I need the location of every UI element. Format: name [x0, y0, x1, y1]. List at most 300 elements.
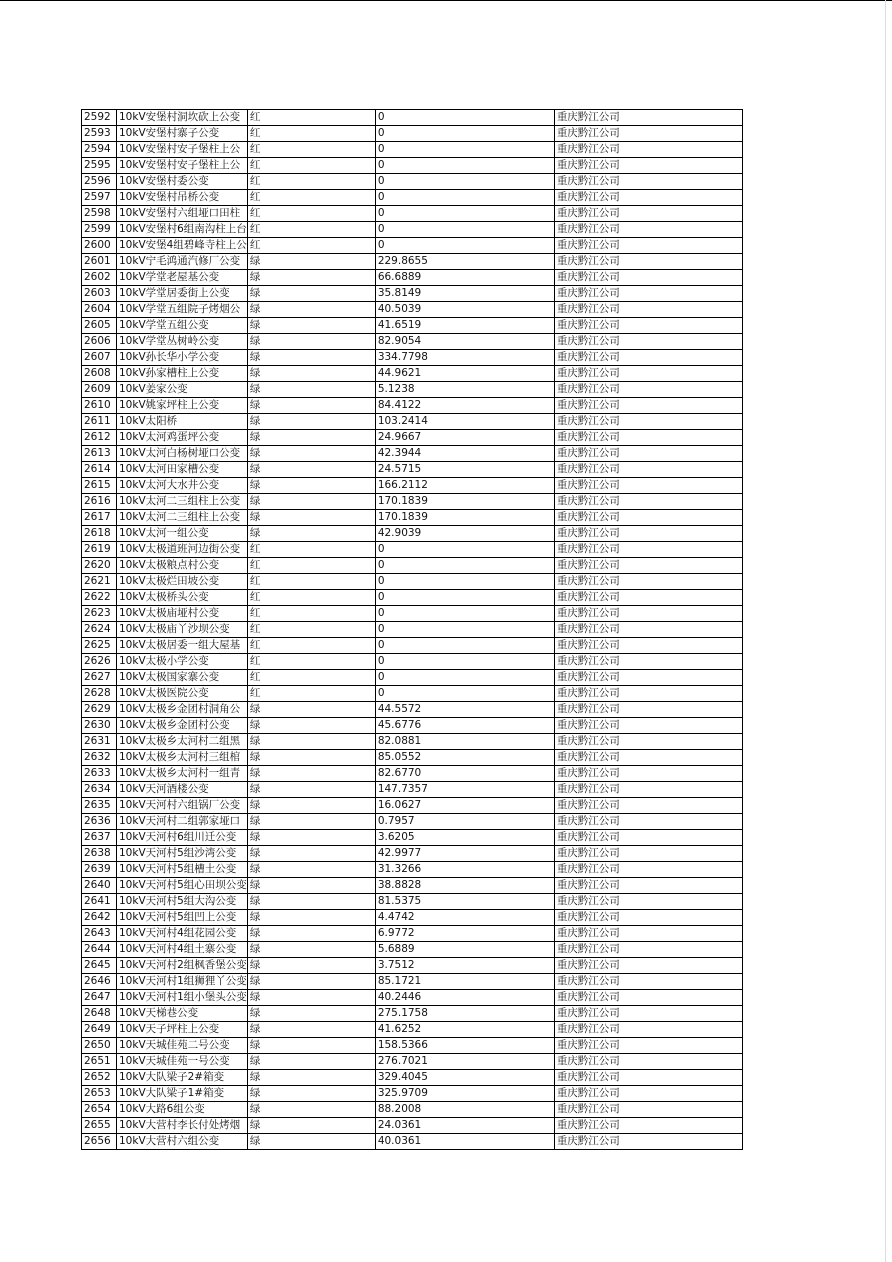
- value-cell: 0: [375, 622, 554, 638]
- transformer-name-cell: 10kV学堂五组公变: [117, 318, 248, 334]
- transformer-name-cell: 10kV太河鸡蛋坪公变: [117, 430, 248, 446]
- value-cell: 229.8655: [375, 254, 554, 270]
- row-number-cell: 2605: [82, 318, 117, 334]
- company-cell: 重庆黔江公司: [554, 334, 742, 350]
- page-top-border: [0, 0, 892, 1]
- status-color-cell: 绿: [247, 270, 375, 286]
- value-cell: 0: [375, 670, 554, 686]
- table-row: [82, 926, 743, 942]
- row-number-cell: 2608: [82, 366, 117, 382]
- status-color-cell: 绿: [247, 910, 375, 926]
- value-cell: 31.3266: [375, 862, 554, 878]
- table-row: [82, 830, 743, 846]
- transformer-name-cell: 10kV学堂丛树岭公变: [117, 334, 248, 350]
- status-color-cell: 红: [247, 190, 375, 206]
- row-number-cell: 2601: [82, 254, 117, 270]
- value-cell: 0: [375, 126, 554, 142]
- value-cell: 44.9621: [375, 366, 554, 382]
- transformer-name-cell: 10kV安堡村6组南沟柱上台: [117, 222, 248, 238]
- transformer-name-cell: 10kV大队梁子2#箱变: [117, 1070, 248, 1086]
- row-number-cell: 2641: [82, 894, 117, 910]
- company-cell: 重庆黔江公司: [554, 1070, 742, 1086]
- table-row: [82, 1086, 743, 1102]
- table-row: [82, 894, 743, 910]
- company-cell: 重庆黔江公司: [554, 862, 742, 878]
- transformer-name-cell: 10kV太河田家槽公变: [117, 462, 248, 478]
- table-row: [82, 638, 743, 654]
- company-cell: 重庆黔江公司: [554, 878, 742, 894]
- transformer-name-cell: 10kV大队梁子1#箱变: [117, 1086, 248, 1102]
- status-color-cell: 绿: [247, 990, 375, 1006]
- transformer-name-cell: 10kV天河村6组川迁公变: [117, 830, 248, 846]
- value-cell: 44.5572: [375, 702, 554, 718]
- transformer-name-cell: 10kV太极医院公变: [117, 686, 248, 702]
- company-cell: 重庆黔江公司: [554, 942, 742, 958]
- transformer-name-cell: 10kV安堡村安子堡柱上公: [117, 142, 248, 158]
- table-row: [82, 398, 743, 414]
- company-cell: 重庆黔江公司: [554, 766, 742, 782]
- company-cell: 重庆黔江公司: [554, 1054, 742, 1070]
- status-color-cell: 红: [247, 558, 375, 574]
- transformer-name-cell: 10kV太河二三组柱上公变: [117, 494, 248, 510]
- row-number-cell: 2597: [82, 190, 117, 206]
- value-cell: 42.3944: [375, 446, 554, 462]
- transformer-name-cell: 10kV太河二三组柱上公变: [117, 510, 248, 526]
- company-cell: 重庆黔江公司: [554, 350, 742, 366]
- company-cell: 重庆黔江公司: [554, 478, 742, 494]
- row-number-cell: 2640: [82, 878, 117, 894]
- page-right-border: [885, 0, 886, 1262]
- row-number-cell: 2610: [82, 398, 117, 414]
- company-cell: 重庆黔江公司: [554, 718, 742, 734]
- value-cell: 0: [375, 222, 554, 238]
- company-cell: 重庆黔江公司: [554, 558, 742, 574]
- company-cell: 重庆黔江公司: [554, 430, 742, 446]
- transformer-name-cell: 10kV太极庙垭村公变: [117, 606, 248, 622]
- company-cell: 重庆黔江公司: [554, 414, 742, 430]
- row-number-cell: 2624: [82, 622, 117, 638]
- status-color-cell: 绿: [247, 958, 375, 974]
- transformer-name-cell: 10kV安堡村吊桥公变: [117, 190, 248, 206]
- value-cell: 334.7798: [375, 350, 554, 366]
- row-number-cell: 2646: [82, 974, 117, 990]
- row-number-cell: 2626: [82, 654, 117, 670]
- status-color-cell: 绿: [247, 862, 375, 878]
- table-row: [82, 846, 743, 862]
- transformer-name-cell: 10kV大路6组公变: [117, 1102, 248, 1118]
- transformer-name-cell: 10kV姚家坪柱上公变: [117, 398, 248, 414]
- row-number-cell: 2596: [82, 174, 117, 190]
- company-cell: 重庆黔江公司: [554, 318, 742, 334]
- status-color-cell: 红: [247, 670, 375, 686]
- transformer-name-cell: 10kV安堡村委公变: [117, 174, 248, 190]
- value-cell: 82.6770: [375, 766, 554, 782]
- transformer-name-cell: 10kV太极烂田坡公变: [117, 574, 248, 590]
- company-cell: 重庆黔江公司: [554, 1022, 742, 1038]
- table-row: [82, 478, 743, 494]
- row-number-cell: 2632: [82, 750, 117, 766]
- transformer-name-cell: 10kV天河村二组郭家垭口: [117, 814, 248, 830]
- table-row: [82, 958, 743, 974]
- transformer-name-cell: 10kV太极桥头公变: [117, 590, 248, 606]
- row-number-cell: 2606: [82, 334, 117, 350]
- value-cell: 0: [375, 142, 554, 158]
- company-cell: 重庆黔江公司: [554, 462, 742, 478]
- table-row: [82, 510, 743, 526]
- transformer-name-cell: 10kV学堂居委街上公变: [117, 286, 248, 302]
- row-number-cell: 2649: [82, 1022, 117, 1038]
- status-color-cell: 绿: [247, 446, 375, 462]
- status-color-cell: 红: [247, 606, 375, 622]
- status-color-cell: 红: [247, 126, 375, 142]
- value-cell: 82.0881: [375, 734, 554, 750]
- value-cell: 325.9709: [375, 1086, 554, 1102]
- status-color-cell: 绿: [247, 1006, 375, 1022]
- row-number-cell: 2598: [82, 206, 117, 222]
- table-row: [82, 1118, 743, 1134]
- status-color-cell: 绿: [247, 254, 375, 270]
- company-cell: 重庆黔江公司: [554, 510, 742, 526]
- company-cell: 重庆黔江公司: [554, 702, 742, 718]
- value-cell: 40.5039: [375, 302, 554, 318]
- company-cell: 重庆黔江公司: [554, 910, 742, 926]
- value-cell: 3.6205: [375, 830, 554, 846]
- table-row: [82, 190, 743, 206]
- company-cell: 重庆黔江公司: [554, 222, 742, 238]
- transformer-name-cell: 10kV安堡4组碧峰寺柱上公: [117, 238, 248, 254]
- transformer-name-cell: 10kV天河村5组沙湾公变: [117, 846, 248, 862]
- status-color-cell: 绿: [247, 1102, 375, 1118]
- company-cell: 重庆黔江公司: [554, 990, 742, 1006]
- status-color-cell: 绿: [247, 494, 375, 510]
- table-row: [82, 142, 743, 158]
- table-row: [82, 382, 743, 398]
- row-number-cell: 2648: [82, 1006, 117, 1022]
- transformer-name-cell: 10kV天子坪柱上公变: [117, 1022, 248, 1038]
- table-row: [82, 990, 743, 1006]
- transformer-name-cell: 10kV安堡村洞坎砍上公变: [117, 110, 248, 126]
- transformer-name-cell: 10kV天城佳苑二号公变: [117, 1038, 248, 1054]
- transformer-name-cell: 10kV太极国家寨公变: [117, 670, 248, 686]
- row-number-cell: 2629: [82, 702, 117, 718]
- table-row: [82, 718, 743, 734]
- status-color-cell: 绿: [247, 286, 375, 302]
- transformer-name-cell: 10kV天河村5组凹上公变: [117, 910, 248, 926]
- status-color-cell: 绿: [247, 1038, 375, 1054]
- transformer-name-cell: 10kV天梯巷公变: [117, 1006, 248, 1022]
- value-cell: 170.1839: [375, 494, 554, 510]
- row-number-cell: 2645: [82, 958, 117, 974]
- row-number-cell: 2634: [82, 782, 117, 798]
- company-cell: 重庆黔江公司: [554, 1006, 742, 1022]
- table-row: [82, 558, 743, 574]
- value-cell: 0: [375, 638, 554, 654]
- value-cell: 0: [375, 110, 554, 126]
- table-row: [82, 798, 743, 814]
- transformer-name-cell: 10kV宁毛鸿通汽修厂公变: [117, 254, 248, 270]
- company-cell: 重庆黔江公司: [554, 1038, 742, 1054]
- table-row: [82, 350, 743, 366]
- status-color-cell: 红: [247, 542, 375, 558]
- table-row: [82, 734, 743, 750]
- company-cell: 重庆黔江公司: [554, 622, 742, 638]
- status-color-cell: 绿: [247, 382, 375, 398]
- value-cell: 88.2008: [375, 1102, 554, 1118]
- status-color-cell: 红: [247, 654, 375, 670]
- table-row: [82, 1070, 743, 1086]
- status-color-cell: 绿: [247, 766, 375, 782]
- company-cell: 重庆黔江公司: [554, 238, 742, 254]
- company-cell: 重庆黔江公司: [554, 174, 742, 190]
- status-color-cell: 绿: [247, 366, 375, 382]
- row-number-cell: 2614: [82, 462, 117, 478]
- company-cell: 重庆黔江公司: [554, 670, 742, 686]
- status-color-cell: 红: [247, 622, 375, 638]
- value-cell: 158.5366: [375, 1038, 554, 1054]
- table-row: [82, 462, 743, 478]
- table-row: [82, 110, 743, 126]
- transformer-name-cell: 10kV太极乡太河村三组棺: [117, 750, 248, 766]
- status-color-cell: 红: [247, 142, 375, 158]
- value-cell: 0: [375, 590, 554, 606]
- transformer-name-cell: 10kV安堡村安子堡柱上公: [117, 158, 248, 174]
- row-number-cell: 2617: [82, 510, 117, 526]
- value-cell: 42.9039: [375, 526, 554, 542]
- table-row: [82, 430, 743, 446]
- value-cell: 0: [375, 574, 554, 590]
- transformer-name-cell: 10kV太极乡太河村一组青: [117, 766, 248, 782]
- company-cell: 重庆黔江公司: [554, 542, 742, 558]
- table-row: [82, 222, 743, 238]
- transformer-name-cell: 10kV大营村六组公变: [117, 1134, 248, 1150]
- company-cell: 重庆黔江公司: [554, 734, 742, 750]
- value-cell: 4.4742: [375, 910, 554, 926]
- row-number-cell: 2616: [82, 494, 117, 510]
- transformer-name-cell: 10kV太极道班河边街公变: [117, 542, 248, 558]
- row-number-cell: 2625: [82, 638, 117, 654]
- table-row: [82, 126, 743, 142]
- value-cell: 0: [375, 190, 554, 206]
- transformer-status-table: [81, 109, 743, 1150]
- table-row: [82, 158, 743, 174]
- value-cell: 16.0627: [375, 798, 554, 814]
- company-cell: 重庆黔江公司: [554, 654, 742, 670]
- status-color-cell: 绿: [247, 302, 375, 318]
- value-cell: 5.6889: [375, 942, 554, 958]
- status-color-cell: 绿: [247, 974, 375, 990]
- transformer-name-cell: 10kV天河村六组锅厂公变: [117, 798, 248, 814]
- row-number-cell: 2656: [82, 1134, 117, 1150]
- transformer-name-cell: 10kV天河村5组槽土公变: [117, 862, 248, 878]
- transformer-name-cell: 10kV安堡村六组垭口田柱: [117, 206, 248, 222]
- company-cell: 重庆黔江公司: [554, 302, 742, 318]
- table-row: [82, 414, 743, 430]
- row-number-cell: 2637: [82, 830, 117, 846]
- value-cell: 6.9772: [375, 926, 554, 942]
- table-row: [82, 750, 743, 766]
- value-cell: 0: [375, 558, 554, 574]
- table-row: [82, 526, 743, 542]
- row-number-cell: 2620: [82, 558, 117, 574]
- company-cell: 重庆黔江公司: [554, 366, 742, 382]
- status-color-cell: 绿: [247, 1086, 375, 1102]
- company-cell: 重庆黔江公司: [554, 894, 742, 910]
- value-cell: 0: [375, 542, 554, 558]
- table-row: [82, 238, 743, 254]
- company-cell: 重庆黔江公司: [554, 126, 742, 142]
- table-row: [82, 334, 743, 350]
- company-cell: 重庆黔江公司: [554, 398, 742, 414]
- transformer-name-cell: 10kV太极乡金团村公变: [117, 718, 248, 734]
- row-number-cell: 2600: [82, 238, 117, 254]
- company-cell: 重庆黔江公司: [554, 254, 742, 270]
- company-cell: 重庆黔江公司: [554, 814, 742, 830]
- company-cell: 重庆黔江公司: [554, 142, 742, 158]
- table-row: [82, 318, 743, 334]
- status-color-cell: 绿: [247, 350, 375, 366]
- value-cell: 40.2446: [375, 990, 554, 1006]
- row-number-cell: 2643: [82, 926, 117, 942]
- value-cell: 42.9977: [375, 846, 554, 862]
- transformer-name-cell: 10kV太极粮点村公变: [117, 558, 248, 574]
- transformer-name-cell: 10kV太极乡太河村二组黑: [117, 734, 248, 750]
- status-color-cell: 绿: [247, 718, 375, 734]
- company-cell: 重庆黔江公司: [554, 830, 742, 846]
- table-row: [82, 910, 743, 926]
- value-cell: 0: [375, 686, 554, 702]
- row-number-cell: 2602: [82, 270, 117, 286]
- row-number-cell: 2638: [82, 846, 117, 862]
- company-cell: 重庆黔江公司: [554, 798, 742, 814]
- transformer-name-cell: 10kV天城佳苑一号公变: [117, 1054, 248, 1070]
- table-row: [82, 494, 743, 510]
- row-number-cell: 2611: [82, 414, 117, 430]
- company-cell: 重庆黔江公司: [554, 190, 742, 206]
- transformer-name-cell: 10kV学堂老屋基公变: [117, 270, 248, 286]
- status-color-cell: 红: [247, 174, 375, 190]
- value-cell: 84.4122: [375, 398, 554, 414]
- transformer-name-cell: 10kV太河一组公变: [117, 526, 248, 542]
- value-cell: 166.2112: [375, 478, 554, 494]
- value-cell: 0: [375, 174, 554, 190]
- row-number-cell: 2652: [82, 1070, 117, 1086]
- row-number-cell: 2619: [82, 542, 117, 558]
- status-color-cell: 绿: [247, 1134, 375, 1150]
- status-color-cell: 绿: [247, 318, 375, 334]
- value-cell: 147.7357: [375, 782, 554, 798]
- row-number-cell: 2622: [82, 590, 117, 606]
- table-row: [82, 286, 743, 302]
- row-number-cell: 2628: [82, 686, 117, 702]
- company-cell: 重庆黔江公司: [554, 270, 742, 286]
- row-number-cell: 2603: [82, 286, 117, 302]
- transformer-name-cell: 10kV天河村5组心田坝公变: [117, 878, 248, 894]
- value-cell: 276.7021: [375, 1054, 554, 1070]
- row-number-cell: 2639: [82, 862, 117, 878]
- table-row: [82, 622, 743, 638]
- status-color-cell: 绿: [247, 750, 375, 766]
- company-cell: 重庆黔江公司: [554, 638, 742, 654]
- company-cell: 重庆黔江公司: [554, 110, 742, 126]
- status-color-cell: 绿: [247, 334, 375, 350]
- transformer-name-cell: 10kV太河大水井公变: [117, 478, 248, 494]
- transformer-name-cell: 10kV天河村1组小堡头公变: [117, 990, 248, 1006]
- table-row: [82, 270, 743, 286]
- row-number-cell: 2615: [82, 478, 117, 494]
- company-cell: 重庆黔江公司: [554, 206, 742, 222]
- row-number-cell: 2623: [82, 606, 117, 622]
- value-cell: 0: [375, 238, 554, 254]
- transformer-name-cell: 10kV天河村4组土寨公变: [117, 942, 248, 958]
- status-color-cell: 绿: [247, 1054, 375, 1070]
- status-color-cell: 红: [247, 158, 375, 174]
- table-row: [82, 1006, 743, 1022]
- status-color-cell: 绿: [247, 478, 375, 494]
- value-cell: 0: [375, 158, 554, 174]
- transformer-name-cell: 10kV天河村5组大沟公变: [117, 894, 248, 910]
- value-cell: 41.6519: [375, 318, 554, 334]
- table-row: [82, 1134, 743, 1150]
- company-cell: 重庆黔江公司: [554, 158, 742, 174]
- status-color-cell: 绿: [247, 526, 375, 542]
- company-cell: 重庆黔江公司: [554, 1118, 742, 1134]
- status-color-cell: 绿: [247, 1022, 375, 1038]
- table-row: [82, 878, 743, 894]
- table-row: [82, 862, 743, 878]
- company-cell: 重庆黔江公司: [554, 926, 742, 942]
- company-cell: 重庆黔江公司: [554, 782, 742, 798]
- table-row: [82, 606, 743, 622]
- company-cell: 重庆黔江公司: [554, 1134, 742, 1150]
- transformer-name-cell: 10kV太极小学公变: [117, 654, 248, 670]
- value-cell: 0.7957: [375, 814, 554, 830]
- row-number-cell: 2654: [82, 1102, 117, 1118]
- table-row: [82, 654, 743, 670]
- transformer-name-cell: 10kV太阳桥: [117, 414, 248, 430]
- row-number-cell: 2633: [82, 766, 117, 782]
- transformer-name-cell: 10kV孙家槽柱上公变: [117, 366, 248, 382]
- status-color-cell: 绿: [247, 702, 375, 718]
- table-row: [82, 1038, 743, 1054]
- status-color-cell: 绿: [247, 1118, 375, 1134]
- company-cell: 重庆黔江公司: [554, 446, 742, 462]
- row-number-cell: 2621: [82, 574, 117, 590]
- status-color-cell: 绿: [247, 734, 375, 750]
- row-number-cell: 2644: [82, 942, 117, 958]
- row-number-cell: 2627: [82, 670, 117, 686]
- status-color-cell: 绿: [247, 814, 375, 830]
- status-color-cell: 绿: [247, 942, 375, 958]
- status-color-cell: 绿: [247, 462, 375, 478]
- value-cell: 35.8149: [375, 286, 554, 302]
- value-cell: 82.9054: [375, 334, 554, 350]
- row-number-cell: 2607: [82, 350, 117, 366]
- transformer-name-cell: 10kV姜家公变: [117, 382, 248, 398]
- status-color-cell: 绿: [247, 894, 375, 910]
- status-color-cell: 绿: [247, 926, 375, 942]
- status-color-cell: 红: [247, 238, 375, 254]
- value-cell: 24.0361: [375, 1118, 554, 1134]
- table-row: [82, 542, 743, 558]
- table-row: [82, 574, 743, 590]
- value-cell: 24.5715: [375, 462, 554, 478]
- row-number-cell: 2599: [82, 222, 117, 238]
- value-cell: 81.5375: [375, 894, 554, 910]
- company-cell: 重庆黔江公司: [554, 574, 742, 590]
- transformer-name-cell: 10kV天河村1组狮狸丫公变: [117, 974, 248, 990]
- table-row: [82, 590, 743, 606]
- row-number-cell: 2636: [82, 814, 117, 830]
